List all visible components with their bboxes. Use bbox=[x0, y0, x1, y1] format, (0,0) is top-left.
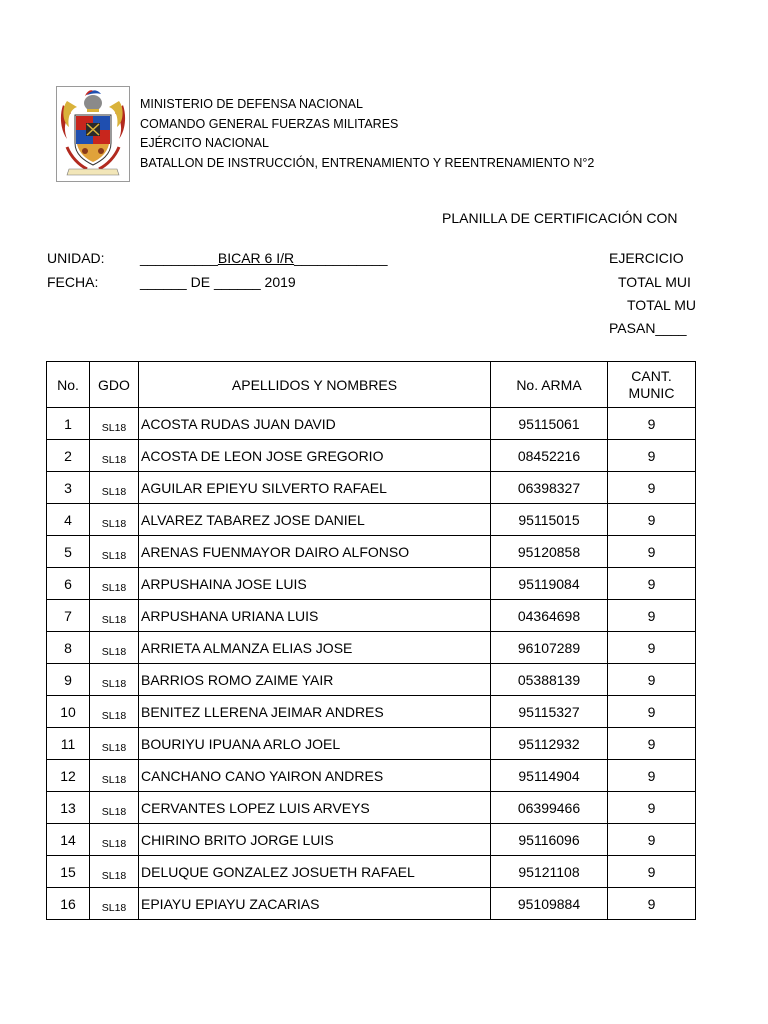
cell-nombre: CHIRINO BRITO JORGE LUIS bbox=[139, 824, 491, 856]
table-row bbox=[47, 824, 696, 856]
cell-munic: 9 bbox=[608, 760, 696, 792]
header-munic bbox=[608, 362, 696, 408]
cell-nombre: EPIAYU EPIAYU ZACARIAS bbox=[139, 888, 491, 920]
table-row bbox=[47, 440, 696, 472]
cell-gdo: SL18 bbox=[90, 440, 139, 472]
cell-nombre: ARRIETA ALMANZA ELIAS JOSE bbox=[139, 632, 491, 664]
cell-arma: 95115061 bbox=[491, 408, 608, 440]
table-row bbox=[47, 760, 696, 792]
table-row bbox=[47, 536, 696, 568]
cell-arma: 95120858 bbox=[491, 536, 608, 568]
cell-no: 13 bbox=[47, 792, 90, 824]
cell-munic: 9 bbox=[608, 792, 696, 824]
cell-arma: 96107289 bbox=[491, 632, 608, 664]
fecha-field: ______ DE ______ 2019 bbox=[140, 274, 296, 290]
cell-munic: 9 bbox=[608, 536, 696, 568]
header-line-ministerio: MINISTERIO DE DEFENSA NACIONAL bbox=[140, 97, 363, 111]
cell-nombre: ARENAS FUENMAYOR DAIRO ALFONSO bbox=[139, 536, 491, 568]
cell-no: 14 bbox=[47, 824, 90, 856]
cell-arma: 95115327 bbox=[491, 696, 608, 728]
header-gdo: GDO bbox=[90, 362, 139, 408]
cell-nombre: ALVAREZ TABAREZ JOSE DANIEL bbox=[139, 504, 491, 536]
cell-arma: 06398327 bbox=[491, 472, 608, 504]
roster-table bbox=[46, 361, 696, 920]
cell-munic: 9 bbox=[608, 664, 696, 696]
cell-no: 12 bbox=[47, 760, 90, 792]
cell-nombre: BENITEZ LLERENA JEIMAR ANDRES bbox=[139, 696, 491, 728]
cell-arma: 08452216 bbox=[491, 440, 608, 472]
cell-nombre: ARPUSHANA URIANA LUIS bbox=[139, 600, 491, 632]
table-row bbox=[47, 472, 696, 504]
table-row bbox=[47, 504, 696, 536]
unidad-value: BICAR 6 I/R bbox=[217, 250, 295, 266]
cell-no: 5 bbox=[47, 536, 90, 568]
cell-arma: 95116096 bbox=[491, 824, 608, 856]
cell-gdo: SL18 bbox=[90, 536, 139, 568]
table-row bbox=[47, 408, 696, 440]
coat-of-arms-emblem bbox=[56, 86, 130, 182]
total-municion-label-2: TOTAL MU bbox=[627, 297, 696, 313]
unidad-post-line: ____________ bbox=[294, 250, 388, 266]
cell-munic: 9 bbox=[608, 824, 696, 856]
cell-no: 2 bbox=[47, 440, 90, 472]
header-munic-line-2: MUNIC bbox=[628, 384, 675, 401]
unidad-pre-line: __________ bbox=[140, 250, 218, 266]
cell-munic: 9 bbox=[608, 696, 696, 728]
cell-gdo: SL18 bbox=[90, 504, 139, 536]
cell-no: 7 bbox=[47, 600, 90, 632]
cell-gdo: SL18 bbox=[90, 760, 139, 792]
cell-no: 1 bbox=[47, 408, 90, 440]
cell-gdo: SL18 bbox=[90, 824, 139, 856]
cell-gdo: SL18 bbox=[90, 664, 139, 696]
table-row bbox=[47, 888, 696, 920]
header-munic-line-1: CANT. bbox=[631, 367, 672, 384]
cell-munic: 9 bbox=[608, 728, 696, 760]
cell-nombre: BARRIOS ROMO ZAIME YAIR bbox=[139, 664, 491, 696]
cell-arma: 95119084 bbox=[491, 568, 608, 600]
cell-arma: 95115015 bbox=[491, 504, 608, 536]
total-municion-label-1: TOTAL MUI bbox=[618, 274, 691, 290]
header-nombres: APELLIDOS Y NOMBRES bbox=[139, 362, 491, 408]
cell-munic: 9 bbox=[608, 888, 696, 920]
cell-gdo: SL18 bbox=[90, 728, 139, 760]
cell-gdo: SL18 bbox=[90, 856, 139, 888]
cell-arma: 04364698 bbox=[491, 600, 608, 632]
cell-no: 3 bbox=[47, 472, 90, 504]
cell-gdo: SL18 bbox=[90, 632, 139, 664]
cell-gdo: SL18 bbox=[90, 888, 139, 920]
table-row bbox=[47, 792, 696, 824]
table-row bbox=[47, 632, 696, 664]
cell-munic: 9 bbox=[608, 856, 696, 888]
cell-no: 16 bbox=[47, 888, 90, 920]
ejercicio-label: EJERCICIO bbox=[609, 250, 684, 266]
cell-no: 9 bbox=[47, 664, 90, 696]
cell-no: 8 bbox=[47, 632, 90, 664]
cell-nombre: CERVANTES LOPEZ LUIS ARVEYS bbox=[139, 792, 491, 824]
cell-munic: 9 bbox=[608, 408, 696, 440]
cell-munic: 9 bbox=[608, 472, 696, 504]
institution-header bbox=[140, 95, 594, 173]
table-row bbox=[47, 728, 696, 760]
cell-nombre: DELUQUE GONZALEZ JOSUETH RAFAEL bbox=[139, 856, 491, 888]
cell-nombre: AGUILAR EPIEYU SILVERTO RAFAEL bbox=[139, 472, 491, 504]
table-row bbox=[47, 568, 696, 600]
cell-munic: 9 bbox=[608, 440, 696, 472]
cell-nombre: BOURIYU IPUANA ARLO JOEL bbox=[139, 728, 491, 760]
cell-arma: 95121108 bbox=[491, 856, 608, 888]
table-row bbox=[47, 664, 696, 696]
cell-munic: 9 bbox=[608, 632, 696, 664]
fecha-label: FECHA: bbox=[47, 274, 99, 290]
header-no: No. bbox=[47, 362, 90, 408]
header-line-ejercito: EJÉRCITO NACIONAL bbox=[140, 136, 269, 150]
cell-gdo: SL18 bbox=[90, 792, 139, 824]
cell-gdo: SL18 bbox=[90, 696, 139, 728]
table-header-row bbox=[47, 362, 696, 408]
unidad-field bbox=[140, 250, 388, 266]
cell-munic: 9 bbox=[608, 568, 696, 600]
cell-gdo: SL18 bbox=[90, 408, 139, 440]
coat-of-arms-icon bbox=[57, 87, 129, 181]
cell-nombre: ARPUSHAINA JOSE LUIS bbox=[139, 568, 491, 600]
header-line-batallon: BATALLON DE INSTRUCCIÓN, ENTRENAMIENTO Y REENTRENAMIENTO N°2 bbox=[140, 155, 595, 170]
cell-arma: 95109884 bbox=[491, 888, 608, 920]
header-arma: No. ARMA bbox=[491, 362, 608, 408]
table-row bbox=[47, 696, 696, 728]
cell-no: 15 bbox=[47, 856, 90, 888]
cell-munic: 9 bbox=[608, 600, 696, 632]
cell-gdo: SL18 bbox=[90, 568, 139, 600]
cell-arma: 05388139 bbox=[491, 664, 608, 696]
cell-no: 6 bbox=[47, 568, 90, 600]
table-row bbox=[47, 856, 696, 888]
header-line-comando: COMANDO GENERAL FUERZAS MILITARES bbox=[140, 116, 399, 131]
cell-nombre: CANCHANO CANO YAIRON ANDRES bbox=[139, 760, 491, 792]
pasan-label: PASAN____ bbox=[609, 320, 687, 336]
cell-gdo: SL18 bbox=[90, 600, 139, 632]
cell-no: 4 bbox=[47, 504, 90, 536]
cell-munic: 9 bbox=[608, 504, 696, 536]
roster-body bbox=[47, 408, 696, 920]
cell-arma: 06399466 bbox=[491, 792, 608, 824]
cell-arma: 95112932 bbox=[491, 728, 608, 760]
cell-arma: 95114904 bbox=[491, 760, 608, 792]
table-row bbox=[47, 600, 696, 632]
cell-no: 11 bbox=[47, 728, 90, 760]
cell-no: 10 bbox=[47, 696, 90, 728]
document-title: PLANILLA DE CERTIFICACIÓN CON bbox=[442, 210, 678, 226]
cell-nombre: ACOSTA RUDAS JUAN DAVID bbox=[139, 408, 491, 440]
cell-gdo: SL18 bbox=[90, 472, 139, 504]
unidad-label: UNIDAD: bbox=[47, 250, 105, 266]
cell-nombre: ACOSTA DE LEON JOSE GREGORIO bbox=[139, 440, 491, 472]
